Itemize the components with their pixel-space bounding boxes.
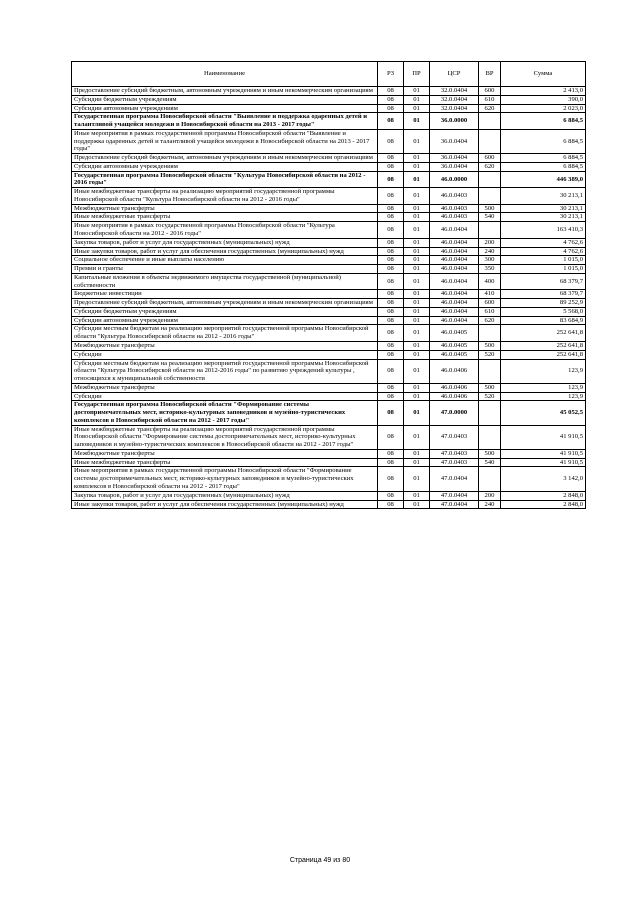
cell-rz: 08 <box>378 188 404 205</box>
cell-vr: 240 <box>479 247 501 256</box>
cell-sum: 30 213,1 <box>501 188 586 205</box>
cell-sum: 41 910,5 <box>501 458 586 467</box>
header-name: Наименование <box>72 62 378 87</box>
cell-pr: 01 <box>404 238 430 247</box>
table-row <box>72 341 586 350</box>
cell-pr: 01 <box>404 307 430 316</box>
cell-pr: 01 <box>404 350 430 359</box>
cell-pr: 01 <box>404 467 430 491</box>
cell-vr: 300 <box>479 256 501 265</box>
cell-vr <box>479 113 501 130</box>
cell-csr: 46.0.0404 <box>430 290 479 299</box>
cell-vr <box>479 222 501 239</box>
cell-vr: 500 <box>479 341 501 350</box>
cell-vr: 620 <box>479 162 501 171</box>
cell-sum: 5 568,0 <box>501 307 586 316</box>
table-row <box>72 425 586 449</box>
cell-pr: 01 <box>404 113 430 130</box>
table-row <box>72 458 586 467</box>
cell-rz: 08 <box>378 350 404 359</box>
cell-sum: 6 884,5 <box>501 154 586 163</box>
table-row <box>72 87 586 96</box>
cell-csr: 46.0.0405 <box>430 350 479 359</box>
cell-vr: 400 <box>479 273 501 290</box>
cell-sum: 4 762,6 <box>501 247 586 256</box>
cell-name: Предоставление субсидий бюджетным, автономным учреждениям и иным некоммерческим организациям <box>72 154 378 163</box>
cell-vr <box>479 325 501 342</box>
header-vr: ВР <box>479 62 501 87</box>
cell-csr: 46.0.0406 <box>430 359 479 383</box>
cell-name: Предоставление субсидий бюджетным, автономным учреждениям и иным некоммерческим организациям <box>72 299 378 308</box>
table-row <box>72 273 586 290</box>
cell-sum: 252 641,8 <box>501 350 586 359</box>
table-row <box>72 316 586 325</box>
cell-name: Предоставление субсидий бюджетным, автономным учреждениям и иным некоммерческим организациям <box>72 87 378 96</box>
cell-name: Закупка товаров, работ и услуг для государственных (муниципальных) нужд <box>72 238 378 247</box>
cell-name: Субсидии <box>72 350 378 359</box>
cell-name: Субсидии автономным учреждениям <box>72 162 378 171</box>
cell-csr: 46.0.0404 <box>430 256 479 265</box>
cell-rz: 08 <box>378 129 404 153</box>
table-row <box>72 325 586 342</box>
cell-sum: 252 641,8 <box>501 341 586 350</box>
cell-csr: 46.0.0405 <box>430 325 479 342</box>
cell-csr: 46.0.0406 <box>430 392 479 401</box>
cell-pr: 01 <box>404 458 430 467</box>
cell-name: Субсидии местным бюджетам на реализацию мероприятий государственной программы Новосибирской области "Культура Новосибирской области на 2012-2016 годы" по развитию учреждений культуры , относящихся к муниципальной собственности <box>72 359 378 383</box>
cell-name: Иные межбюджетные трансферты на реализацию мероприятий государственной программы Новосибирской области "Формирование системы достопримечательных мест, историко-культурных заповедников и музейно-туристических комплексов в Новосибирской области на 2012 - 2017 годы" <box>72 425 378 449</box>
cell-rz: 08 <box>378 401 404 425</box>
cell-rz: 08 <box>378 325 404 342</box>
cell-rz: 08 <box>378 238 404 247</box>
cell-pr: 01 <box>404 392 430 401</box>
table-row <box>72 104 586 113</box>
cell-name: Иные межбюджетные трансферты на реализацию мероприятий государственной программы Новосибирской области "Культура Новосибирской области на 2012 - 2016 годы" <box>72 188 378 205</box>
cell-csr: 47.0.0403 <box>430 458 479 467</box>
cell-name: Государственная программа Новосибирской области "Культура Новосибирской области на 2012 - 2016 годы" <box>72 171 378 188</box>
cell-vr: 520 <box>479 350 501 359</box>
cell-pr: 01 <box>404 359 430 383</box>
cell-pr: 01 <box>404 383 430 392</box>
cell-pr: 01 <box>404 247 430 256</box>
table-row <box>72 299 586 308</box>
cell-rz: 08 <box>378 273 404 290</box>
cell-vr: 500 <box>479 383 501 392</box>
cell-name: Межбюджетные трансферты <box>72 341 378 350</box>
cell-name: Капитальные вложения в объекты недвижимого имущества государственной (муниципальной) собственности <box>72 273 378 290</box>
cell-sum: 83 684,9 <box>501 316 586 325</box>
cell-rz: 08 <box>378 359 404 383</box>
cell-sum: 1 015,0 <box>501 265 586 274</box>
cell-rz: 08 <box>378 307 404 316</box>
table-row <box>72 265 586 274</box>
cell-csr: 46.0.0404 <box>430 238 479 247</box>
cell-csr: 46.0.0404 <box>430 307 479 316</box>
cell-pr: 01 <box>404 299 430 308</box>
cell-csr: 46.0.0404 <box>430 247 479 256</box>
cell-sum: 123,9 <box>501 392 586 401</box>
cell-vr: 600 <box>479 299 501 308</box>
table-row <box>72 256 586 265</box>
cell-rz: 08 <box>378 425 404 449</box>
page-number: Страница 49 из 80 <box>289 857 351 864</box>
cell-vr: 200 <box>479 238 501 247</box>
table-row <box>72 290 586 299</box>
cell-rz: 08 <box>378 247 404 256</box>
cell-sum: 123,9 <box>501 383 586 392</box>
table-row <box>72 222 586 239</box>
cell-pr: 01 <box>404 188 430 205</box>
cell-pr: 01 <box>404 129 430 153</box>
cell-name: Иные мероприятия в рамках государственной программы Новосибирской области "Выявление и поддержка одаренных детей и талантливой учащейся молодежи в Новосибирской области на 2013 - 2017 годы" <box>72 129 378 153</box>
cell-name: Иные мероприятия в рамках государственной программы Новосибирской области "Формирование системы достопримечательных мест, историко-культурных заповедников и музейно-туристических комплексов в Новосибирской области на 2012 - 2017 годы" <box>72 467 378 491</box>
cell-sum: 252 641,8 <box>501 325 586 342</box>
cell-pr: 01 <box>404 171 430 188</box>
cell-rz: 08 <box>378 204 404 213</box>
cell-sum: 6 884,5 <box>501 113 586 130</box>
cell-sum: 68 379,7 <box>501 290 586 299</box>
cell-sum: 2 023,0 <box>501 104 586 113</box>
cell-vr <box>479 467 501 491</box>
cell-vr: 540 <box>479 458 501 467</box>
cell-name: Иные межбюджетные трансферты <box>72 213 378 222</box>
cell-vr: 600 <box>479 87 501 96</box>
cell-sum: 2 848,0 <box>501 500 586 509</box>
cell-vr: 620 <box>479 316 501 325</box>
cell-pr: 01 <box>404 162 430 171</box>
table-row <box>72 204 586 213</box>
cell-name: Премии и гранты <box>72 265 378 274</box>
table-row <box>72 401 586 425</box>
cell-rz: 08 <box>378 87 404 96</box>
header-pr: ПР <box>404 62 430 87</box>
cell-rz: 08 <box>378 458 404 467</box>
cell-name: Иные мероприятия в рамках государственной программы Новосибирской области "Культура Новосибирской области на 2012 - 2016 годы" <box>72 222 378 239</box>
cell-vr: 540 <box>479 213 501 222</box>
cell-pr: 01 <box>404 341 430 350</box>
cell-sum: 3 142,0 <box>501 467 586 491</box>
cell-name: Межбюджетные трансферты <box>72 449 378 458</box>
cell-sum: 41 910,5 <box>501 449 586 458</box>
cell-rz: 08 <box>378 154 404 163</box>
cell-sum: 68 379,7 <box>501 273 586 290</box>
cell-pr: 01 <box>404 425 430 449</box>
cell-csr: 46.0.0404 <box>430 222 479 239</box>
cell-sum: 6 884,5 <box>501 162 586 171</box>
cell-pr: 01 <box>404 213 430 222</box>
cell-sum: 4 762,6 <box>501 238 586 247</box>
cell-vr: 500 <box>479 204 501 213</box>
cell-csr: 46.0.0404 <box>430 265 479 274</box>
table-row <box>72 188 586 205</box>
cell-pr: 01 <box>404 256 430 265</box>
cell-rz: 08 <box>378 213 404 222</box>
table-row <box>72 491 586 500</box>
cell-csr: 36.0.0000 <box>430 113 479 130</box>
cell-csr: 47.0.0404 <box>430 467 479 491</box>
cell-pr: 01 <box>404 104 430 113</box>
cell-name: Субсидии бюджетным учреждениям <box>72 307 378 316</box>
cell-vr <box>479 129 501 153</box>
cell-sum: 2 413,0 <box>501 87 586 96</box>
cell-name: Субсидии местным бюджетам на реализацию мероприятий государственной программы Новосибирской области "Культура Новосибирской области на 2012 - 2016 годы" <box>72 325 378 342</box>
cell-name: Иные закупки товаров, работ и услуг для обеспечения государственных (муниципальных) нужд <box>72 500 378 509</box>
cell-sum: 30 213,1 <box>501 204 586 213</box>
cell-sum: 1 015,0 <box>501 256 586 265</box>
cell-name: Иные закупки товаров, работ и услуг для обеспечения государственных (муниципальных) нужд <box>72 247 378 256</box>
table-row <box>72 154 586 163</box>
cell-name: Субсидии бюджетным учреждениям <box>72 95 378 104</box>
cell-vr: 500 <box>479 449 501 458</box>
cell-sum: 163 410,3 <box>501 222 586 239</box>
table-row <box>72 449 586 458</box>
cell-csr: 47.0.0404 <box>430 500 479 509</box>
cell-rz: 08 <box>378 113 404 130</box>
cell-pr: 01 <box>404 222 430 239</box>
cell-rz: 08 <box>378 256 404 265</box>
cell-rz: 08 <box>378 171 404 188</box>
cell-name: Субсидии автономным учреждениям <box>72 104 378 113</box>
cell-csr: 36.0.0404 <box>430 154 479 163</box>
cell-vr <box>479 359 501 383</box>
cell-vr: 620 <box>479 104 501 113</box>
cell-csr: 46.0.0403 <box>430 188 479 205</box>
cell-csr: 47.0.0404 <box>430 491 479 500</box>
cell-rz: 08 <box>378 299 404 308</box>
cell-name: Государственная программа Новосибирской области "Выявление и поддержка одаренных детей и талантливой учащейся молодежи в Новосибирской области на 2013 - 2017 годы" <box>72 113 378 130</box>
cell-rz: 08 <box>378 467 404 491</box>
cell-vr <box>479 425 501 449</box>
table-row <box>72 238 586 247</box>
cell-name: Закупка товаров, работ и услуг для государственных (муниципальных) нужд <box>72 491 378 500</box>
cell-rz: 08 <box>378 265 404 274</box>
cell-name: Межбюджетные трансферты <box>72 204 378 213</box>
table-row <box>72 162 586 171</box>
cell-sum: 41 910,5 <box>501 425 586 449</box>
cell-name: Межбюджетные трансферты <box>72 383 378 392</box>
cell-vr: 200 <box>479 491 501 500</box>
cell-pr: 01 <box>404 87 430 96</box>
cell-vr: 240 <box>479 500 501 509</box>
cell-rz: 08 <box>378 162 404 171</box>
cell-csr: 32.0.0404 <box>430 104 479 113</box>
cell-sum: 89 252,9 <box>501 299 586 308</box>
cell-pr: 01 <box>404 449 430 458</box>
cell-pr: 01 <box>404 204 430 213</box>
cell-rz: 08 <box>378 341 404 350</box>
cell-name: Социальное обеспечение и иные выплаты населению <box>72 256 378 265</box>
cell-pr: 01 <box>404 491 430 500</box>
cell-sum: 390,0 <box>501 95 586 104</box>
cell-rz: 08 <box>378 290 404 299</box>
cell-pr: 01 <box>404 325 430 342</box>
table-row <box>72 171 586 188</box>
cell-vr <box>479 401 501 425</box>
table-row <box>72 213 586 222</box>
cell-csr: 36.0.0404 <box>430 162 479 171</box>
cell-name: Субсидии автономным учреждениям <box>72 316 378 325</box>
table-row <box>72 95 586 104</box>
cell-sum: 45 052,5 <box>501 401 586 425</box>
cell-vr: 610 <box>479 307 501 316</box>
table-row <box>72 350 586 359</box>
table-body <box>72 87 586 509</box>
table-row <box>72 307 586 316</box>
cell-csr: 47.0.0000 <box>430 401 479 425</box>
cell-name: Бюджетные инвестиции <box>72 290 378 299</box>
cell-rz: 08 <box>378 500 404 509</box>
cell-pr: 01 <box>404 154 430 163</box>
cell-csr: 46.0.0404 <box>430 316 479 325</box>
cell-csr: 47.0.0403 <box>430 425 479 449</box>
cell-vr: 350 <box>479 265 501 274</box>
cell-rz: 08 <box>378 95 404 104</box>
cell-sum: 6 884,5 <box>501 129 586 153</box>
cell-vr: 520 <box>479 392 501 401</box>
cell-csr: 46.0.0404 <box>430 299 479 308</box>
cell-pr: 01 <box>404 290 430 299</box>
cell-csr: 46.0.0403 <box>430 204 479 213</box>
cell-csr: 32.0.0404 <box>430 87 479 96</box>
cell-pr: 01 <box>404 401 430 425</box>
table-row <box>72 500 586 509</box>
cell-csr: 46.0.0403 <box>430 213 479 222</box>
table-row <box>72 247 586 256</box>
header-csr: ЦСР <box>430 62 479 87</box>
cell-csr: 46.0.0404 <box>430 273 479 290</box>
cell-vr: 610 <box>479 95 501 104</box>
cell-name: Иные межбюджетные трансферты <box>72 458 378 467</box>
cell-csr: 46.0.0000 <box>430 171 479 188</box>
cell-vr <box>479 171 501 188</box>
cell-name: Субсидии <box>72 392 378 401</box>
cell-csr: 36.0.0404 <box>430 129 479 153</box>
cell-csr: 32.0.0404 <box>430 95 479 104</box>
table-row <box>72 359 586 383</box>
table-row <box>72 392 586 401</box>
table-row <box>72 383 586 392</box>
cell-rz: 08 <box>378 104 404 113</box>
cell-vr: 410 <box>479 290 501 299</box>
cell-rz: 08 <box>378 491 404 500</box>
header-sum: Сумма <box>501 62 586 87</box>
cell-vr <box>479 188 501 205</box>
table-header-row <box>72 62 586 87</box>
cell-rz: 08 <box>378 392 404 401</box>
cell-rz: 08 <box>378 449 404 458</box>
cell-pr: 01 <box>404 500 430 509</box>
cell-sum: 446 389,0 <box>501 171 586 188</box>
cell-sum: 30 213,1 <box>501 213 586 222</box>
cell-sum: 2 848,0 <box>501 491 586 500</box>
cell-rz: 08 <box>378 222 404 239</box>
cell-vr: 600 <box>479 154 501 163</box>
cell-csr: 47.0.0403 <box>430 449 479 458</box>
cell-csr: 46.0.0405 <box>430 341 479 350</box>
cell-name: Государственная программа Новосибирской области "Формирование системы достопримечательных мест, историко-культурных заповедников и музейно-туристических комплексов в Новосибирской области на 2012 - 2017 годы" <box>72 401 378 425</box>
cell-sum: 123,9 <box>501 359 586 383</box>
cell-rz: 08 <box>378 316 404 325</box>
cell-pr: 01 <box>404 265 430 274</box>
header-rz: РЗ <box>378 62 404 87</box>
table-row <box>72 129 586 153</box>
cell-pr: 01 <box>404 273 430 290</box>
table-row <box>72 113 586 130</box>
cell-csr: 46.0.0406 <box>430 383 479 392</box>
cell-pr: 01 <box>404 95 430 104</box>
table-row <box>72 467 586 491</box>
cell-rz: 08 <box>378 383 404 392</box>
cell-pr: 01 <box>404 316 430 325</box>
budget-table <box>71 61 586 509</box>
